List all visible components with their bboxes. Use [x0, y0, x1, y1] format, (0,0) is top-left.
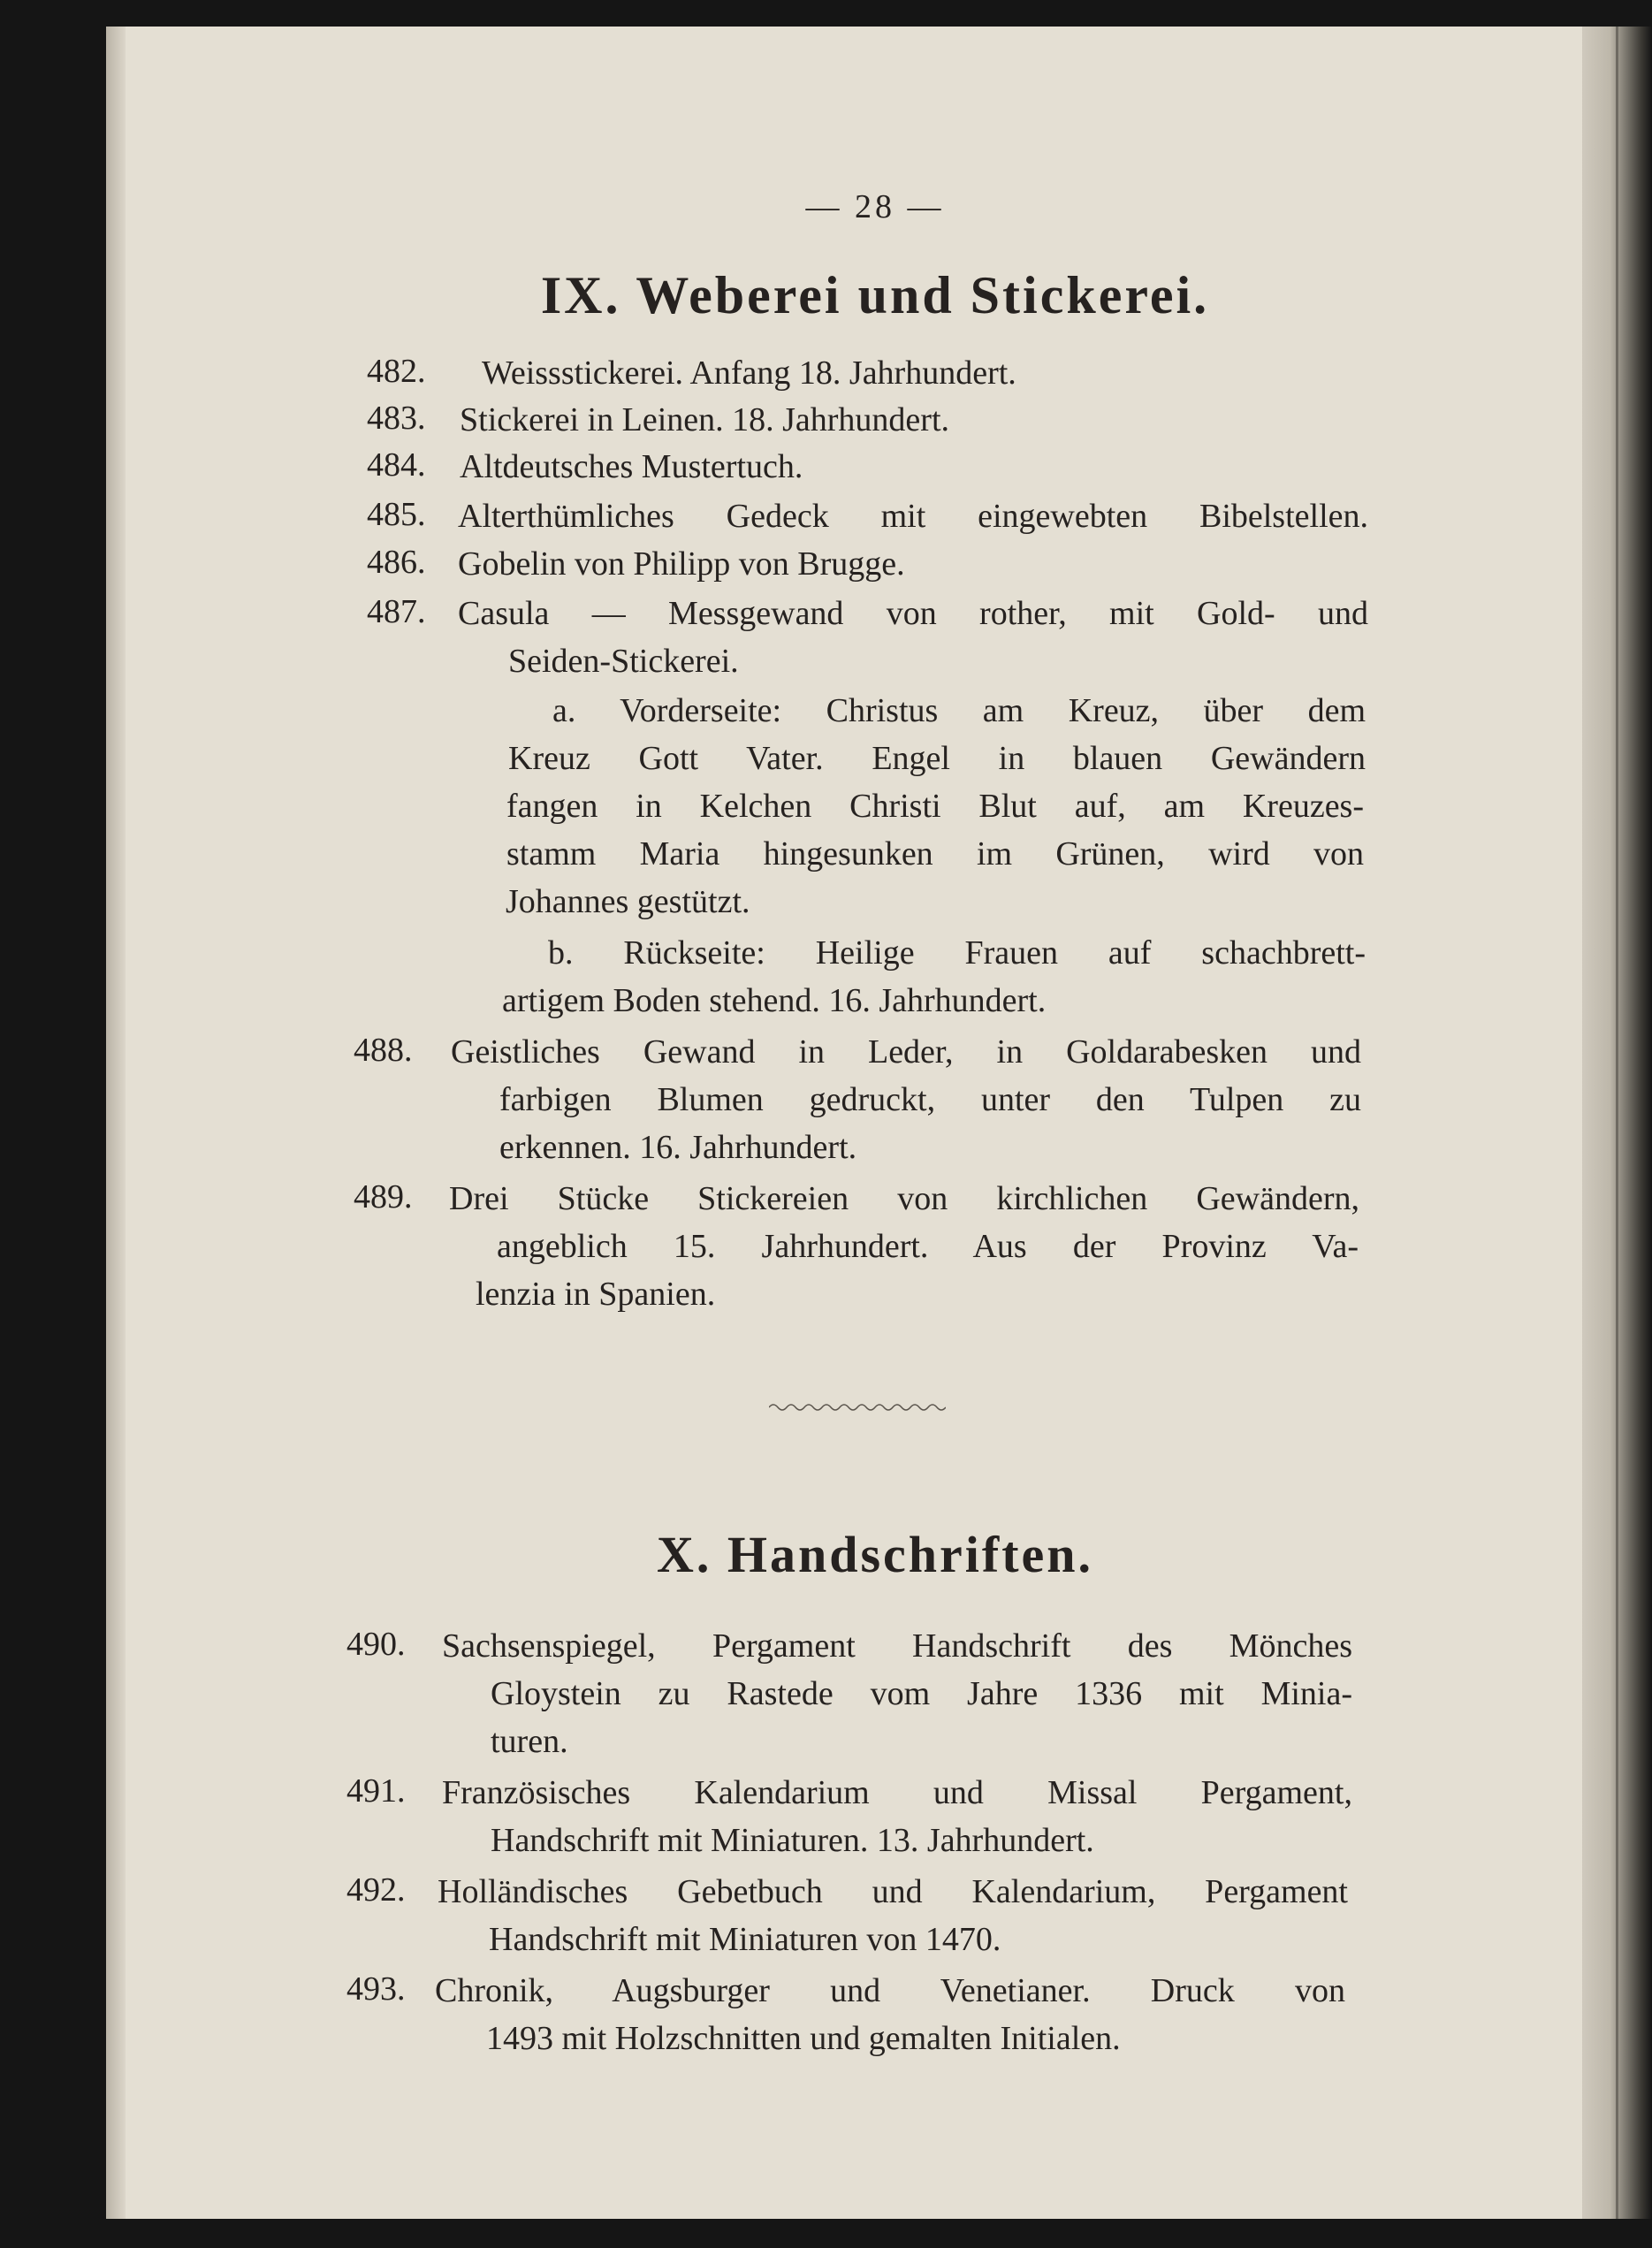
entry-line: Johannes gestützt. — [506, 883, 750, 920]
entry-line: Seiden-Stickerei. — [508, 643, 739, 680]
entry-line: Kreuz Gott Vater. Engel in blauen Gewändern — [508, 740, 1366, 777]
entry-number: 487. — [367, 593, 426, 630]
entry-line: b. Rückseite: Heilige Frauen auf schachbrett- — [548, 934, 1366, 972]
ornament-divider — [769, 1397, 946, 1418]
entry-line: artigem Boden stehend. 16. Jahrhundert. — [502, 982, 1047, 1019]
entry-line: Casula — Messgewand von rother, mit Gold- und — [458, 595, 1368, 632]
entry-number: 484. — [367, 446, 426, 484]
entry-number: 485. — [367, 496, 426, 533]
entry-number: 491. — [346, 1772, 406, 1810]
entry-line: lenzia in Spanien. — [476, 1276, 716, 1313]
entry-line: Stickerei in Leinen. 18. Jahrhundert. — [460, 401, 950, 438]
page-number: — 28 — — [805, 188, 945, 225]
entry-number: 490. — [346, 1626, 406, 1663]
entry-number: 488. — [354, 1032, 413, 1069]
entry-number: 492. — [346, 1871, 406, 1909]
entry-line: Gobelin von Philipp von Brugge. — [458, 545, 905, 583]
entry-line: Chronik, Augsburger und Venetianer. Druck von — [435, 1972, 1345, 2009]
entry-line: Altdeutsches Mustertuch. — [460, 448, 803, 485]
entry-line: Handschrift mit Miniaturen von 1470. — [489, 1921, 1001, 1958]
entry-line: erkennen. 16. Jahrhundert. — [499, 1129, 857, 1166]
entry-line: stamm Maria hingesunken im Grünen, wird von — [506, 835, 1364, 873]
page-edge-left — [106, 27, 126, 2219]
entry-line: Holländisches Gebetbuch und Kalendarium, Pergament — [438, 1873, 1348, 1910]
section-heading-ix: IX. Weberei und Stickerei. — [540, 266, 1210, 324]
entry-line: Gloystein zu Rastede vom Jahre 1336 mit Minia- — [491, 1675, 1352, 1712]
entry-line: angeblich 15. Jahrhundert. Aus der Provinz Va- — [497, 1228, 1359, 1265]
gutter-line — [1616, 27, 1618, 2219]
entry-line: 1493 mit Holzschnitten und gemalten Initialen. — [486, 2020, 1121, 2057]
entry-line: Alterthümliches Gedeck mit eingewebten Bibelstellen. — [458, 498, 1368, 535]
entry-line: Französisches Kalendarium und Missal Pergament, — [442, 1774, 1352, 1811]
entry-line: Weissstickerei. Anfang 18. Jahrhundert. — [482, 354, 1016, 392]
entry-line: turen. — [491, 1723, 568, 1760]
entry-number: 486. — [367, 544, 426, 581]
entry-number: 483. — [367, 400, 426, 437]
entry-line: Handschrift mit Miniaturen. 13. Jahrhundert. — [491, 1822, 1094, 1859]
entry-number: 489. — [354, 1178, 413, 1215]
section-heading-x: X. Handschriften. — [656, 1526, 1094, 1583]
entry-number: 482. — [367, 353, 426, 390]
entry-line: farbigen Blumen gedruckt, unter den Tulpen zu — [499, 1081, 1361, 1118]
entry-line: a. Vorderseite: Christus am Kreuz, über dem — [552, 692, 1366, 729]
entry-line: Drei Stücke Stickereien von kirchlichen Gewändern, — [449, 1180, 1359, 1217]
entry-line: Sachsenspiegel, Pergament Handschrift des Mönches — [442, 1627, 1352, 1665]
entry-line: Geistliches Gewand in Leder, in Goldarabesken und — [451, 1033, 1361, 1071]
entry-number: 493. — [346, 1970, 406, 2008]
entry-line: fangen in Kelchen Christi Blut auf, am Kreuzes- — [506, 788, 1364, 825]
